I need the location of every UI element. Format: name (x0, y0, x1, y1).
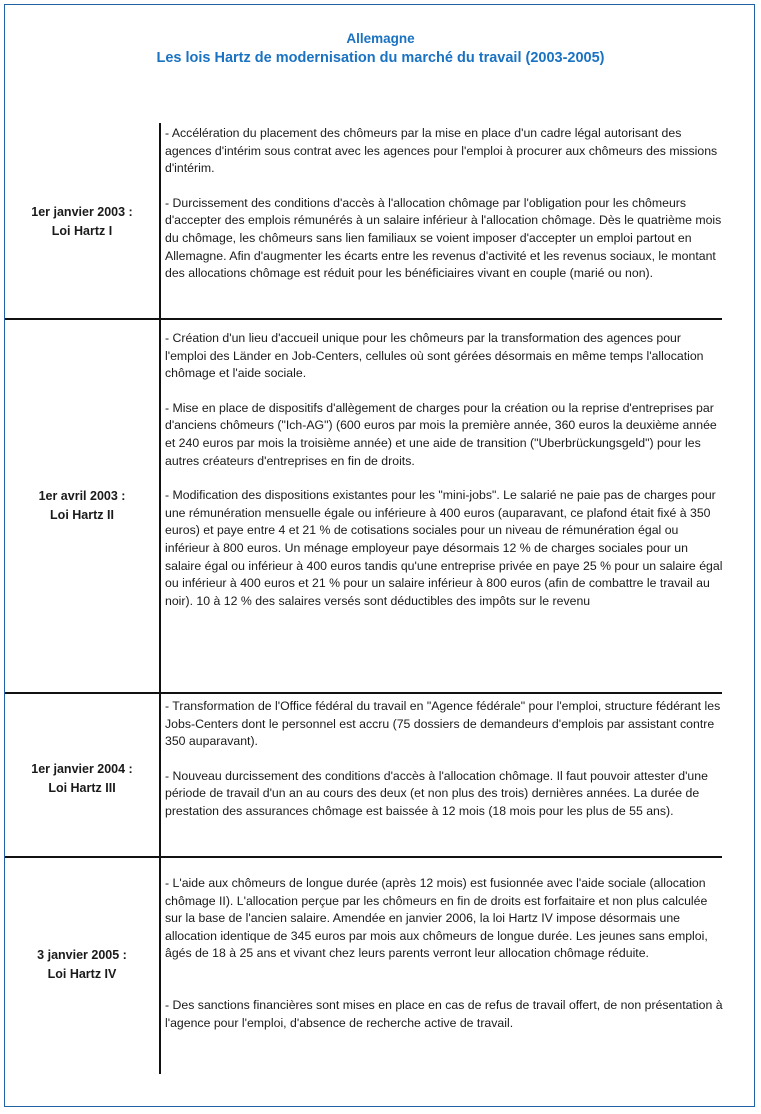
measure-item: - L'aide aux chômeurs de longue durée (après 12 mois) est fusionnée avec l'aide sociale (allocation chômage II). L'allocation perçue par les chômeurs en fin de droits est forfaitaire et non plus calculée sur la base de l'ancien salaire. Amendée en janvier 2006, la loi Hartz IV impose désormais une allocation identique de 345 euros par mois aux chômeurs de longue durée. Les jeunes sans emploi, âgés de 18 à 25 ans et vivant chez leurs parents verront leur allocation chômage réduite. (165, 876, 708, 961)
measure-item: - Accélération du placement des chômeurs par la mise en place d'un cadre légal autorisant des agences d'intérim sous contrat avec les agences pour l'emploi à procurer aux chômeurs des missions d'intérim. (165, 126, 718, 176)
row-content-hartz-2 (165, 330, 725, 610)
column-divider (159, 123, 161, 1074)
row-date: 1er janvier 2004 : (31, 762, 133, 776)
measure-item: - Nouveau durcissement des conditions d'accès à l'allocation chômage. Il faut pouvoir attester d'une période de travail d'un an au cours des deux (et non plus des trois) dernières années. La durée de prestation des assurances chômage est baissée à 12 mois (18 mois pour les plus de 55 ans). (165, 768, 708, 818)
measure-item: - Mise en place de dispositifs d'allègement de charges pour la création ou la reprise d'entreprises par d'anciens chômeurs ("Ich-AG") (600 euros par mois la première année, 360 euros la deuxième année et 240 euros par mois la troisième année) et une aide de transition ("Uberbrückungsgeld") pour les autres créateurs d'entreprises en fin de droits. (165, 400, 717, 468)
page-title: Les lois Hartz de modernisation du marché du travail (2003-2005) (156, 50, 605, 66)
document-header (0, 30, 761, 68)
row-label-hartz-2 (5, 487, 159, 525)
measure-item: - Création d'un lieu d'accueil unique pour les chômeurs par la transformation des agences pour l'emploi des Länder en Job-Centers, cellules où sont gérées désormais en même temps l'allocation chômage et l'aide sociale. (165, 331, 704, 381)
row-divider (5, 692, 722, 694)
row-label-hartz-4 (5, 946, 159, 984)
measure-item: - Transformation de l'Office fédéral du travail en "Agence fédérale" pour l'emploi, structure fédérant les Jobs-Centers dont le personnel est accru (75 dossiers de demandeurs d'emplois par assistant contre 350 auparavant). (165, 699, 721, 749)
measure-item: - Durcissement des conditions d'accès à l'allocation chômage par l'obligation pour les chômeurs d'accepter des emplois rémunérés à un salaire inférieur à l'allocation chômage. Dès le quatrième mois du chômage, les chômeurs sans lien familiaux se voient imposer d'accepter un emploi partout en Allemagne. Afin d'augmenter les écarts entre les revenus d'activité et les revenus sociaux, le montant des allocations chômage est réduit pour les bénéficiaires vivant en couple (marié ou non). (165, 195, 722, 281)
row-content-hartz-1 (165, 125, 725, 283)
row-law: Loi Hartz I (51, 224, 113, 238)
row-date: 3 janvier 2005 : (37, 948, 127, 962)
row-date: 1er avril 2003 : (38, 489, 126, 503)
country-title: Allemagne (346, 31, 415, 46)
row-divider (5, 856, 722, 858)
measure-item: - Des sanctions financières sont mises en place en cas de refus de travail offert, de non présentation à l'agence pour l'emploi, d'absence de recherche active de travail. (165, 997, 723, 1030)
measure-item: - Modification des dispositions existantes pour les "mini-jobs". Le salarié ne paie pas de charges pour une rémunération mensuelle égale ou inférieure à 400 euros (auparavant, ce plafond était fixé à 350 euros) et paye entre 4 et 21 % de cotisations sociales pour un niveau de rémunération égal ou inférieur à 800 euros. Un ménage employeur paye désormais 12 % de charges sociales pour un salaire égal ou inférieur à 400 euros tandis qu'une entreprise privée en paye 25 % pour un salaire égal ou inférieur à 400 euros et 21 % pour un salaire inférieur à 800 euros (afin de combattre le travail au noir). 10 à 12 % des salaires versés sont déductibles des impôts sur le revenu (165, 488, 723, 608)
row-content-hartz-4 (165, 875, 725, 1032)
row-label-hartz-3 (5, 760, 159, 798)
row-label-hartz-1 (5, 203, 159, 241)
row-law: Loi Hartz IV (47, 967, 117, 981)
row-law: Loi Hartz II (50, 508, 114, 522)
row-date: 1er janvier 2003 : (31, 205, 133, 219)
row-content-hartz-3 (165, 698, 725, 821)
row-divider (5, 318, 722, 320)
row-law: Loi Hartz III (48, 781, 116, 795)
